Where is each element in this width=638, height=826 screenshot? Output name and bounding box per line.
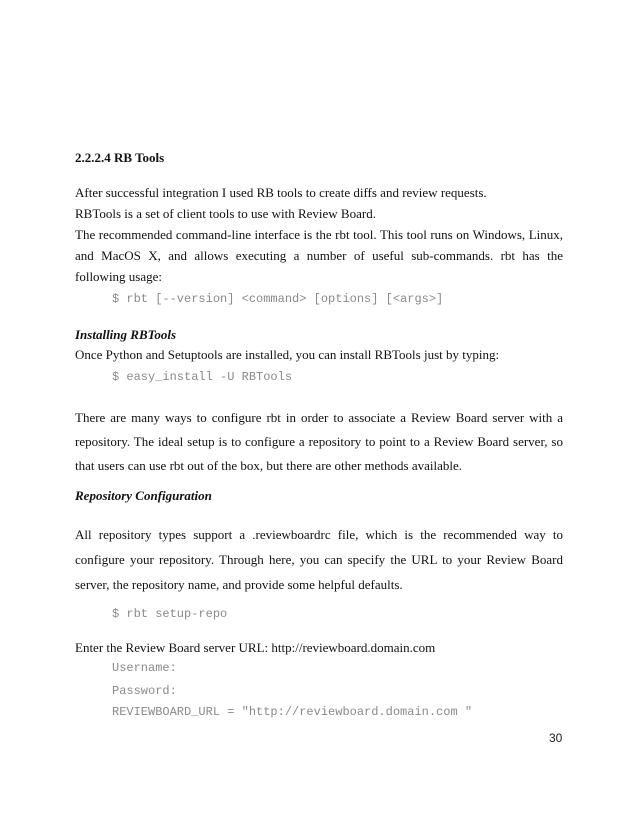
intro-line-2: RBTools is a set of client tools to use with Review Board.	[75, 206, 376, 221]
password-prompt: Password:	[112, 684, 177, 698]
usage-paragraph: The recommended command-line interface is the rbt tool. This tool runs on Windows, Linux, and MacOS X, and allows executing a number of useful sub-commands. rbt has the following usage:	[75, 227, 563, 284]
install-code: $ easy_install -U RBTools	[112, 370, 293, 384]
page-number: 30	[549, 731, 563, 745]
repo-config-paragraph: All repository types support a .reviewboardrc file, which is the recommended way to configure your repository. Through here, you can specify the URL to your Review Board server, the repository name, and provide some helpful defaults.	[75, 527, 563, 592]
intro-line-1: After successful integration I used RB tools to create diffs and review requests.	[75, 185, 487, 200]
section-heading: 2.2.2.4 RB Tools	[75, 150, 165, 165]
server-url-prompt: Enter the Review Board server URL: http://reviewboard.domain.com	[75, 640, 436, 655]
installing-title: Installing RBTools	[75, 327, 177, 342]
repo-config-title: Repository Configuration	[75, 488, 212, 503]
usage-code: $ rbt [--version] <command> [options] [<args>]	[112, 292, 444, 306]
configure-paragraph: There are many ways to configure rbt in order to associate a Review Board server with a repository. The ideal setup is to configure a repository to point to a Review Board server, so that users can use rbt out of the box, but there are other methods available.	[75, 410, 563, 473]
reviewboard-url-line: REVIEWBOARD_URL = "http://reviewboard.domain.com "	[112, 705, 473, 719]
username-prompt: Username:	[112, 661, 177, 675]
setup-repo-code: $ rbt setup-repo	[112, 607, 228, 621]
installing-text: Once Python and Setuptools are installed, you can install RBTools just by typing:	[75, 347, 500, 362]
